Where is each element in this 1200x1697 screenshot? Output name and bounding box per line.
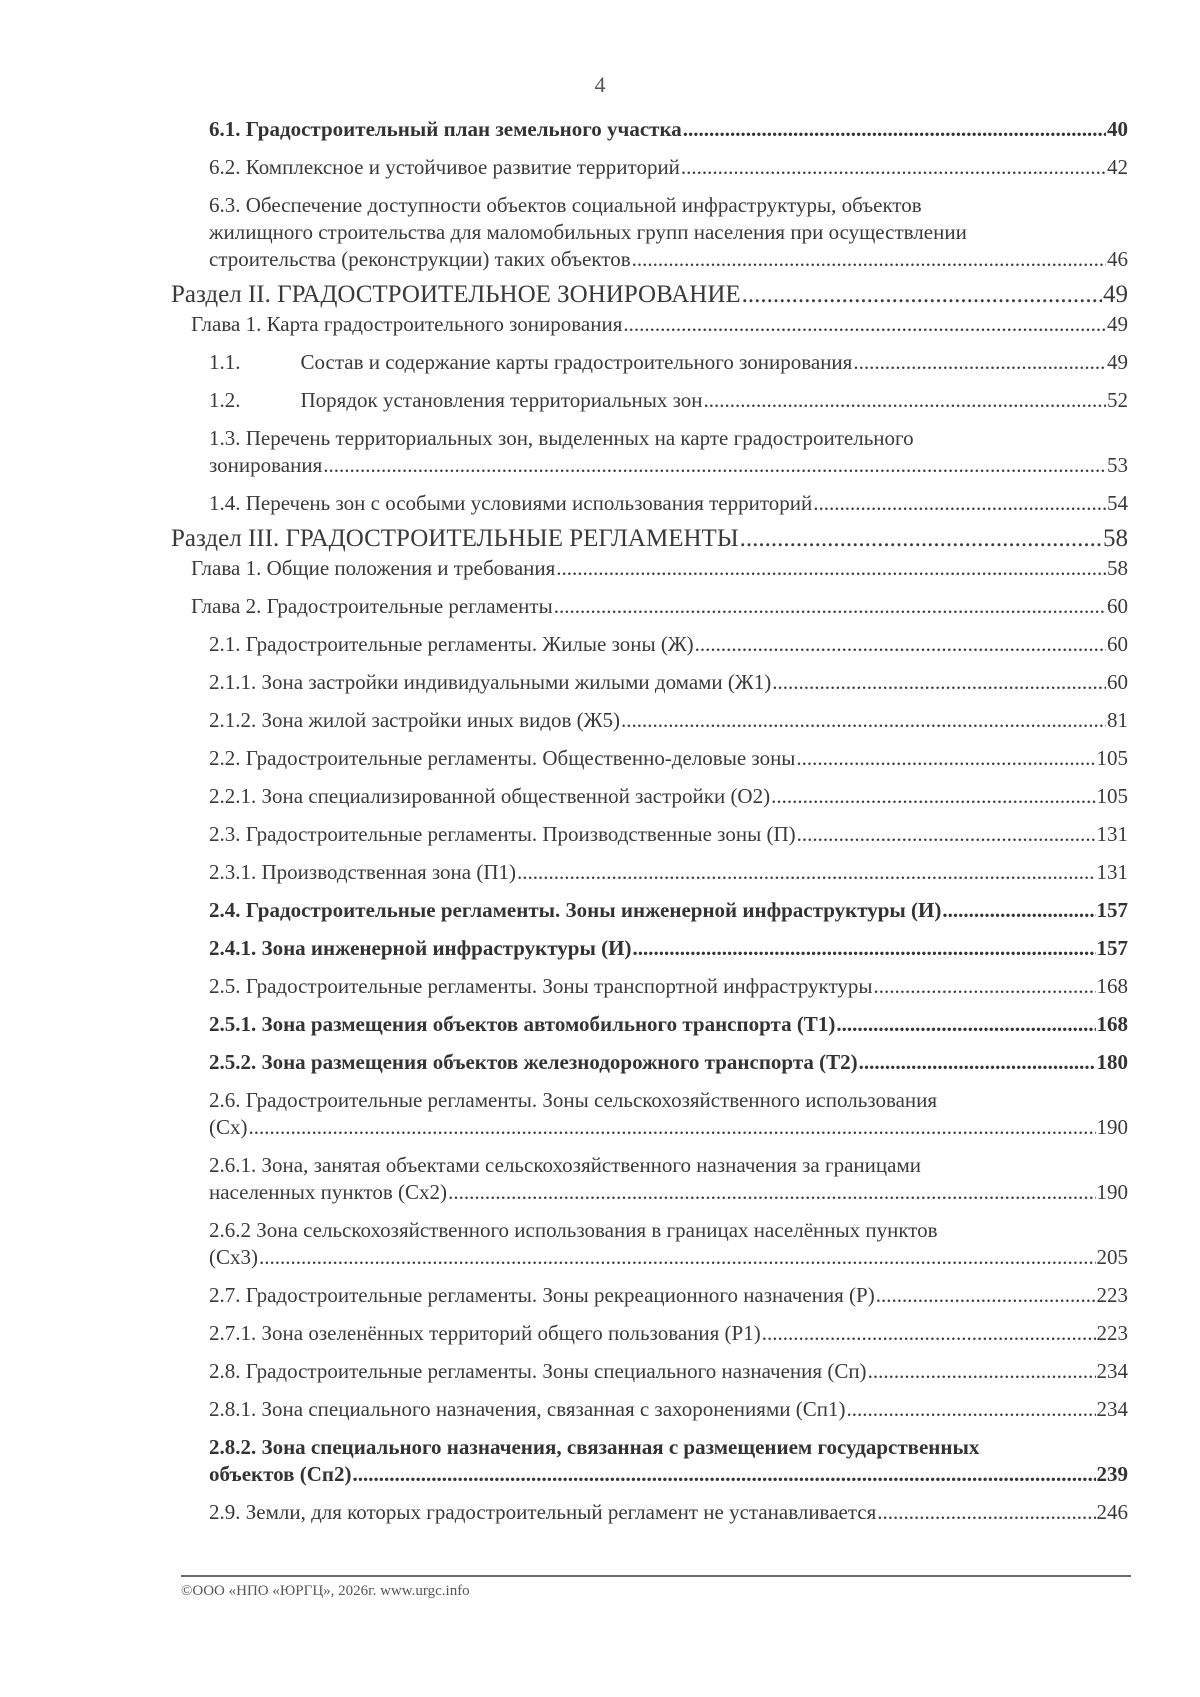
leader-dots [868, 1358, 1096, 1385]
leader-dots [942, 897, 1095, 924]
toc-entry-title: Порядок установления территориальных зон [300, 388, 703, 412]
leader-dots [762, 1320, 1096, 1347]
toc-entry-title: 2.8. Градостроительные регламенты. Зоны специального назначения (Сп) [209, 1359, 867, 1383]
toc-entry-title: 2.5.1. Зона размещения объектов автомобильного транспорта (Т1) [209, 1012, 836, 1036]
toc-entry-title: 2.7.1. Зона озеленённых территорий общего пользования (Р1) [209, 1321, 761, 1345]
toc-entry[interactable] [209, 821, 1128, 848]
toc-entry-page: 234 [1096, 1397, 1128, 1421]
toc-entry-page: 49 [1107, 312, 1128, 336]
toc-entry[interactable] [209, 1087, 1128, 1141]
toc-entry[interactable] [209, 1434, 1128, 1488]
toc-entry-page: 190 [1096, 1180, 1128, 1204]
toc-entry-title: 2.1.2. Зона жилой застройки иных видов (Ж5) [209, 708, 620, 732]
leader-dots [448, 1179, 1095, 1206]
toc-entry-page: 49 [1107, 350, 1128, 374]
toc-entry-title: 6.2. Комплексное и устойчивое развитие территорий [209, 155, 680, 179]
toc-entry-page: 105 [1096, 784, 1128, 808]
toc-entry-title: Раздел II. ГРАДОСТРОИТЕЛЬНОЕ ЗОНИРОВАНИЕ [171, 281, 741, 308]
leader-dots [772, 669, 1106, 696]
toc-entry-title: 2.5. Градостроительные регламенты. Зоны транспортной инфраструктуры [209, 974, 873, 998]
page-number: 4 [594, 72, 606, 97]
toc-entry-page: 40 [1107, 117, 1128, 141]
toc-entry-line: 2.6.1. Зона, занятая объектами сельскохозяйственного назначения за границами [209, 1153, 921, 1177]
toc-entry[interactable] [209, 490, 1128, 517]
toc-entry-title: (Сх) [209, 1115, 248, 1139]
toc-entry-page: 105 [1096, 746, 1128, 770]
leader-dots [681, 154, 1106, 181]
toc-entry[interactable] [209, 387, 1128, 414]
toc-entry-title: 2.1.1. Зона застройки индивидуальными жилыми домами (Ж1) [209, 670, 772, 694]
toc-entry-page: 52 [1107, 388, 1128, 412]
leader-dots [695, 631, 1106, 658]
toc-entry[interactable] [209, 349, 1128, 376]
toc-entry[interactable] [209, 707, 1128, 734]
toc-entry-page: 234 [1096, 1359, 1128, 1383]
toc-entry[interactable] [209, 1011, 1128, 1038]
toc-entry-title: 2.2. Градостроительные регламенты. Общественно-деловые зоны [209, 746, 796, 770]
toc-entry-title: 2.2.1. Зона специализированной общественной застройки (О2) [209, 784, 771, 808]
toc-entry[interactable] [209, 1049, 1128, 1076]
toc-entry[interactable] [209, 1396, 1128, 1423]
leader-dots [836, 1011, 1095, 1038]
toc-entry-page: 239 [1096, 1462, 1128, 1486]
leader-dots [796, 745, 1095, 772]
toc-entry-line: 6.3. Обеспечение доступности объектов социальной инфраструктуры, объектов [209, 193, 922, 217]
leader-dots [771, 783, 1095, 810]
toc-entry-page: 58 [1107, 556, 1128, 580]
leader-dots [813, 490, 1106, 517]
leader-dots [556, 555, 1106, 582]
toc-entry-page: 60 [1107, 670, 1128, 694]
toc-entry-title: 2.5.2. Зона размещения объектов железнодорожного транспорта (Т2) [209, 1050, 858, 1074]
toc-entry-title: 2.3. Градостроительные регламенты. Производственные зоны (П) [209, 822, 796, 846]
toc-entry-line: жилищного строительства для маломобильных групп населения при осуществлении [209, 220, 967, 244]
leader-dots [517, 859, 1095, 886]
table-of-contents [0, 116, 1200, 1526]
toc-entry[interactable] [209, 935, 1128, 962]
toc-chapter[interactable] [191, 555, 1128, 582]
leader-dots [846, 1396, 1095, 1423]
toc-entry-title: Глава 2. Градостроительные регламенты [191, 594, 553, 618]
toc-entry[interactable] [209, 669, 1128, 696]
toc-entry[interactable] [209, 1358, 1128, 1385]
toc-entry-title: Состав и содержание карты градостроительного зонирования [300, 350, 853, 374]
toc-entry-title: 2.7. Градостроительные регламенты. Зоны рекреационного назначения (Р) [209, 1283, 875, 1307]
leader-dots [632, 246, 1106, 273]
toc-entry-line: 1.3. Перечень территориальных зон, выделенных на карте градостроительного [209, 426, 914, 450]
leader-dots [797, 821, 1096, 848]
toc-entry[interactable] [209, 154, 1128, 181]
toc-section[interactable] [171, 523, 1128, 555]
toc-entry-title: 2.1. Градостроительные регламенты. Жилые зоны (Ж) [209, 632, 694, 656]
toc-entry-page: 60 [1107, 632, 1128, 656]
leader-dots [683, 116, 1106, 143]
toc-entry-title: объектов (Сп2) [209, 1462, 352, 1486]
toc-entry-page: 168 [1096, 1012, 1128, 1036]
toc-entry[interactable] [209, 783, 1128, 810]
toc-entry-title: 2.9. Земли, для которых градостроительный регламент не устанавливается [209, 1500, 877, 1524]
toc-entry-page: 246 [1096, 1500, 1128, 1524]
leader-dots [623, 311, 1106, 338]
toc-entry-line: 2.6.2 Зона сельскохозяйственного использования в границах населённых пунктов [209, 1218, 938, 1242]
toc-entry-page: 157 [1096, 898, 1128, 922]
toc-entry-line: 2.8.2. Зона специального назначения, связанная с размещением государственных [209, 1435, 980, 1459]
toc-entry-title: Раздел III. ГРАДОСТРОИТЕЛЬНЫЕ РЕГЛАМЕНТЫ [171, 525, 739, 552]
toc-entry[interactable] [209, 1217, 1128, 1271]
leader-dots [632, 935, 1095, 962]
toc-entry-title: 6.1. Градостроительный план земельного участка [209, 117, 682, 141]
toc-section[interactable] [171, 279, 1128, 311]
toc-entry-title: (Сх3) [209, 1245, 258, 1269]
toc-entry[interactable] [209, 425, 1128, 479]
toc-entry-page: 131 [1096, 822, 1128, 846]
toc-entry-page: 131 [1096, 860, 1128, 884]
toc-entry[interactable] [209, 1320, 1128, 1347]
toc-entry[interactable] [209, 973, 1128, 1000]
leader-dots [876, 1282, 1096, 1309]
leader-dots [249, 1114, 1096, 1141]
toc-entry[interactable] [209, 1499, 1128, 1526]
leader-dots [323, 452, 1106, 479]
toc-entry-page: 53 [1107, 453, 1128, 477]
leader-dots [740, 523, 1102, 555]
toc-entry-number: 1.2. [209, 388, 241, 412]
toc-entry-line: 2.6. Градостроительные регламенты. Зоны сельскохозяйственного использования [209, 1088, 938, 1112]
toc-entry-title: населенных пунктов (Сх2) [209, 1180, 448, 1204]
toc-chapter[interactable] [191, 593, 1128, 620]
toc-entry-title: Глава 1. Общие положения и требования [191, 556, 556, 580]
leader-dots [877, 1499, 1095, 1526]
leader-dots [704, 387, 1106, 414]
leader-dots [353, 1461, 1096, 1488]
toc-entry-title: 2.4.1. Зона инженерной инфраструктуры (И) [209, 936, 632, 960]
toc-entry-page: 168 [1096, 974, 1128, 998]
toc-entry-page: 54 [1107, 491, 1128, 515]
toc-entry-page: 190 [1096, 1115, 1128, 1139]
toc-entry-page: 157 [1096, 936, 1128, 960]
toc-entry[interactable] [209, 116, 1128, 143]
leader-dots [853, 349, 1106, 376]
toc-entry-page: 58 [1103, 525, 1128, 552]
toc-entry-title: Глава 1. Карта градостроительного зонирования [191, 312, 623, 336]
toc-entry-title: 1.4. Перечень зон с особыми условиями использования территорий [209, 491, 813, 515]
leader-dots [859, 1049, 1096, 1076]
toc-entry-page: 223 [1096, 1321, 1128, 1345]
toc-entry[interactable] [209, 192, 1128, 273]
toc-entry-page: 223 [1096, 1283, 1128, 1307]
leader-dots [873, 973, 1095, 1000]
toc-entry-title: 2.8.1. Зона специального назначения, связанная с захоронениями (Сп1) [209, 1397, 846, 1421]
toc-entry-page: 81 [1107, 708, 1128, 732]
leader-dots [621, 707, 1106, 734]
leader-dots [259, 1244, 1096, 1271]
toc-entry[interactable] [209, 859, 1128, 886]
leader-dots [554, 593, 1106, 620]
toc-entry[interactable] [209, 631, 1128, 658]
toc-entry-number: 1.1. [209, 350, 241, 374]
toc-entry[interactable] [209, 1282, 1128, 1309]
toc-chapter[interactable] [191, 311, 1128, 338]
toc-entry[interactable] [209, 897, 1128, 924]
toc-entry-page: 42 [1107, 155, 1128, 179]
toc-entry[interactable] [209, 1152, 1128, 1206]
toc-entry-page: 49 [1103, 281, 1128, 308]
toc-entry-page: 180 [1096, 1050, 1128, 1074]
leader-dots [742, 279, 1102, 311]
toc-entry-title: строительства (реконструкции) таких объектов [209, 247, 631, 271]
toc-entry-page: 60 [1107, 594, 1128, 618]
toc-entry-title: зонирования [209, 453, 323, 477]
toc-entry[interactable] [209, 745, 1128, 772]
toc-entry-title: 2.4. Градостроительные регламенты. Зоны инженерной инфраструктуры (И) [209, 898, 942, 922]
toc-entry-page: 205 [1096, 1245, 1128, 1269]
toc-entry-title: 2.3.1. Производственная зона (П1) [209, 860, 517, 884]
toc-entry-page: 46 [1107, 247, 1128, 271]
footer-copyright: ©ООО «НПО «ЮРГЦ», 2026г. www.urgc.info [181, 1583, 470, 1599]
footer-divider [181, 1575, 1131, 1577]
